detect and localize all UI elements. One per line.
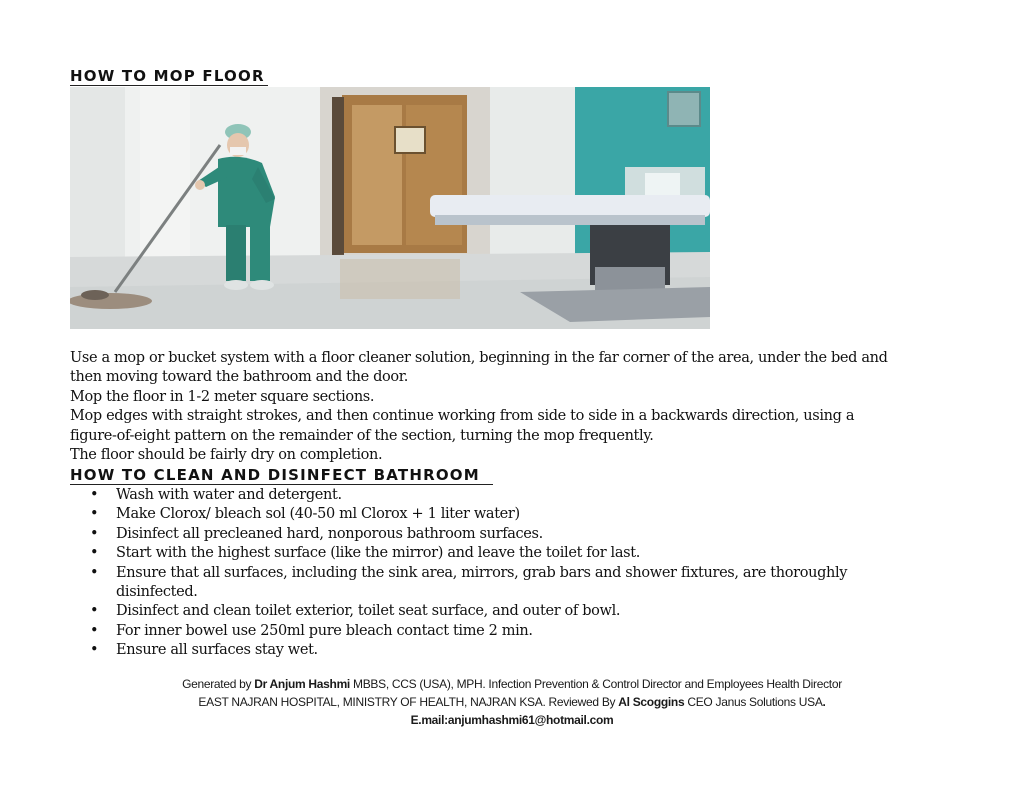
list-item-text: Disinfect and clean toilet exterior, toilet seat surface, and outer of bowl. — [116, 603, 621, 620]
footer-credits — [70, 675, 954, 729]
footer-line-1 — [70, 675, 954, 693]
bullet-icon: • — [90, 506, 99, 523]
footer-hospital: EAST NAJRAN HOSPITAL, MINISTRY OF HEALTH, NAJRAN KSA. Reviewed By — [198, 695, 619, 709]
list-item — [70, 525, 860, 544]
list-item-text: Make Clorox/ bleach sol (40-50 ml Clorox + 1 liter water) — [116, 506, 520, 523]
footer-reviewer-title: CEO Janus Solutions USA — [684, 695, 823, 709]
bathroom-heading: HOW TO CLEAN AND DISINFECT BATHROOM — [70, 466, 480, 484]
bullet-icon: • — [90, 545, 99, 562]
mop-line: figure-of-eight pattern on the remainder of the section, turning the mop frequently. — [70, 427, 654, 444]
list-item — [70, 622, 860, 641]
list-item-continuation — [70, 583, 860, 602]
list-item — [70, 544, 860, 563]
mop-heading-underline — [70, 85, 268, 86]
list-item-text: Ensure that all surfaces, including the sink area, mirrors, grab bars and shower fixtures, are thoroughly — [116, 564, 848, 581]
list-item — [70, 641, 860, 660]
operating-table — [430, 195, 710, 217]
bullet-icon: • — [90, 564, 99, 581]
list-item — [70, 486, 860, 505]
list-item — [70, 602, 860, 621]
footer-email[interactable] — [70, 711, 954, 729]
bullet-icon: • — [90, 525, 99, 542]
mopping-photo — [70, 87, 710, 329]
footer-author: Dr Anjum Hashmi — [254, 677, 350, 691]
footer-author-credentials: MBBS, CCS (USA), MPH. Infection Prevention & Control Director and Employees Health Director — [349, 677, 842, 691]
mop-line: then moving toward the bathroom and the door. — [70, 369, 409, 386]
bullet-icon: • — [90, 622, 99, 639]
footer-prefix: Generated by — [182, 677, 255, 691]
footer-period: . — [822, 695, 826, 709]
bathroom-heading-underline — [70, 484, 493, 485]
list-item-text: Disinfect all precleaned hard, nonporous bathroom surfaces. — [116, 525, 543, 542]
list-item-text: Wash with water and detergent. — [116, 487, 342, 503]
footer-email-text[interactable]: E.mail:anjumhashmi61@hotmail.com — [410, 713, 614, 727]
list-item — [70, 505, 860, 524]
bullet-icon: • — [90, 603, 99, 620]
list-item-text: Ensure all surfaces stay wet. — [116, 642, 318, 659]
list-item-text: For inner bowel use 250ml pure bleach contact time 2 min. — [116, 622, 533, 639]
footer-reviewer: Al Scoggins — [618, 695, 685, 709]
bullet-icon: • — [90, 642, 99, 659]
list-item-text: Start with the highest surface (like the mirror) and leave the toilet for last. — [116, 545, 640, 562]
mop-line: Mop edges with straight strokes, and then continue working from side to side in a backwards direction, using a — [70, 408, 855, 425]
list-item — [70, 564, 860, 583]
bullet-icon: • — [90, 487, 99, 503]
mop-line: Mop the floor in 1-2 meter square sections. — [70, 388, 375, 405]
list-item-text: disinfected. — [116, 584, 198, 601]
mop-heading: HOW TO MOP FLOOR — [70, 67, 265, 85]
mop-instructions — [70, 349, 890, 465]
mop-line: Use a mop or bucket system with a floor cleaner solution, beginning in the far corner of the area, under the bed and — [70, 350, 888, 366]
footer-line-2 — [70, 693, 954, 711]
mop-line: The floor should be fairly dry on completion. — [70, 447, 383, 464]
bathroom-steps-list — [70, 486, 860, 661]
